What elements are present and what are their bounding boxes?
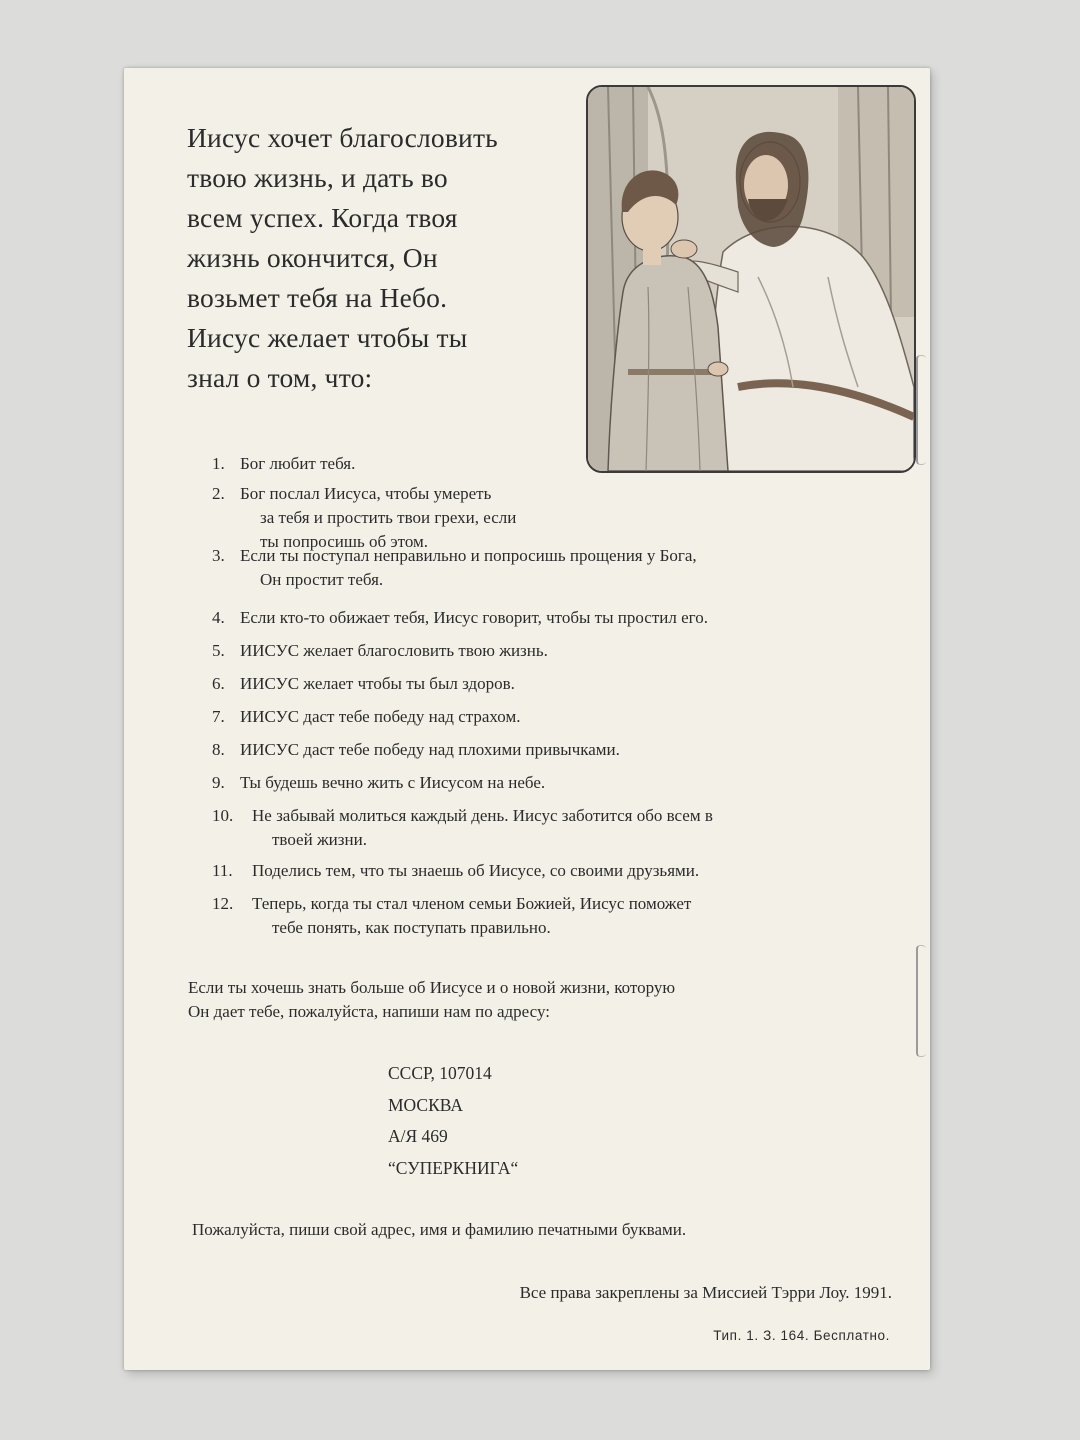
list-item-number: 1.: [212, 454, 225, 473]
list-item-text: [240, 705, 520, 729]
intro-text: Иисус хочет благословить твою жизнь, и дать во всем успех. Когда твоя жизнь окончится, Он возьмет тебя на Небо. Иисус желает чтобы ты знал о том, что:: [187, 122, 498, 393]
list-item-text: [252, 892, 691, 940]
address-box: А/Я 469: [388, 1126, 448, 1146]
list-item-number: 10.: [212, 806, 234, 825]
list-item-line: ИИСУС желает благословить твою жизнь.: [240, 641, 548, 660]
list-item-text: [240, 738, 620, 762]
list-item-text: [252, 859, 699, 883]
address-org: “СУПЕРКНИГА“: [388, 1157, 519, 1178]
staple-bottom: [916, 945, 926, 1057]
list-item-line: Он простит тебя.: [260, 570, 384, 589]
list-item-number: 8.: [212, 740, 225, 759]
list-item-number: 3.: [212, 546, 225, 565]
list-item-number: 6.: [212, 674, 225, 693]
list-item-line: Поделись тем, что ты знаешь об Иисусе, со своими друзьями.: [252, 861, 700, 880]
list-item-line: ИИСУС даст тебе победу над плохими привычками.: [240, 740, 620, 759]
list-item-line: Не забывай молиться каждый день. Иисус заботится обо всем в: [252, 806, 713, 825]
list-item-text: [240, 639, 548, 663]
list-item-line: твоей жизни.: [272, 830, 367, 849]
list-item-line: Ты будешь вечно жить с Иисусом на небе.: [240, 773, 546, 792]
list-item: [212, 705, 520, 729]
list-item-line: Теперь, когда ты стал членом семьи Божией, Иисус поможет: [252, 894, 692, 913]
list-item-number: 5.: [212, 641, 225, 660]
list-item: [212, 859, 699, 883]
list-item-line: Если ты поступал неправильно и попросишь прощения у Бога,: [240, 546, 697, 565]
mailing-address: [388, 1058, 518, 1184]
list-item: [212, 606, 708, 630]
contact-paragraph: [188, 976, 888, 1024]
list-item: [212, 544, 697, 592]
list-item-line: Если кто-то обижает тебя, Иисус говорит, чтобы ты простил его.: [240, 608, 708, 627]
list-item-line: Бог любит тебя.: [240, 454, 356, 473]
list-item: [212, 804, 713, 852]
list-item-text: [240, 544, 697, 592]
contact-line-1: Если ты хочешь знать больше об Иисусе и о новой жизни, которую: [188, 978, 676, 997]
list-item-number: 12.: [212, 894, 234, 913]
list-item: [212, 639, 548, 663]
list-item: [212, 672, 515, 696]
copyright-notice: Все права закреплены за Миссией Тэрри Лоу. 1991.: [519, 1283, 892, 1302]
illustration-drawing: [588, 87, 914, 471]
list-item: [212, 452, 355, 476]
print-info: Тип. 1. З. 164. Бесплатно.: [713, 1328, 890, 1343]
staple-top: [916, 355, 926, 465]
list-item-text: [240, 606, 708, 630]
address-city: МОСКВА: [388, 1094, 463, 1115]
list-item-number: 7.: [212, 707, 225, 726]
list-item: [212, 738, 620, 762]
list-item-line: за тебя и простить твои грехи, если: [260, 508, 517, 527]
list-item-line: ты попросишь об этом.: [260, 532, 429, 551]
list-item-number: 11.: [212, 861, 233, 880]
list-item-line: ИИСУС желает чтобы ты был здоров.: [240, 674, 515, 693]
list-item-line: ИИСУС даст тебе победу над страхом.: [240, 707, 521, 726]
address-country-zip: СССР, 107014: [388, 1063, 492, 1083]
jesus-with-child-illustration: [586, 85, 916, 473]
list-item-text: [252, 804, 713, 852]
list-item-line: тебе понять, как поступать правильно.: [272, 918, 551, 937]
list-item-number: 4.: [212, 608, 225, 627]
list-item-text: [240, 672, 515, 696]
list-item-text: [240, 771, 545, 795]
list-item-text: [240, 452, 355, 476]
list-item-number: 2.: [212, 484, 225, 503]
list-item-number: 9.: [212, 773, 225, 792]
contact-line-2: Он дает тебе, пожалуйста, напиши нам по адресу:: [188, 1002, 550, 1021]
list-item: [212, 892, 691, 940]
list-item-line: Бог послал Иисуса, чтобы умереть: [240, 484, 492, 503]
please-note: Пожалуйста, пиши свой адрес, имя и фамилию печатными буквами.: [192, 1220, 687, 1239]
list-item: [212, 771, 545, 795]
